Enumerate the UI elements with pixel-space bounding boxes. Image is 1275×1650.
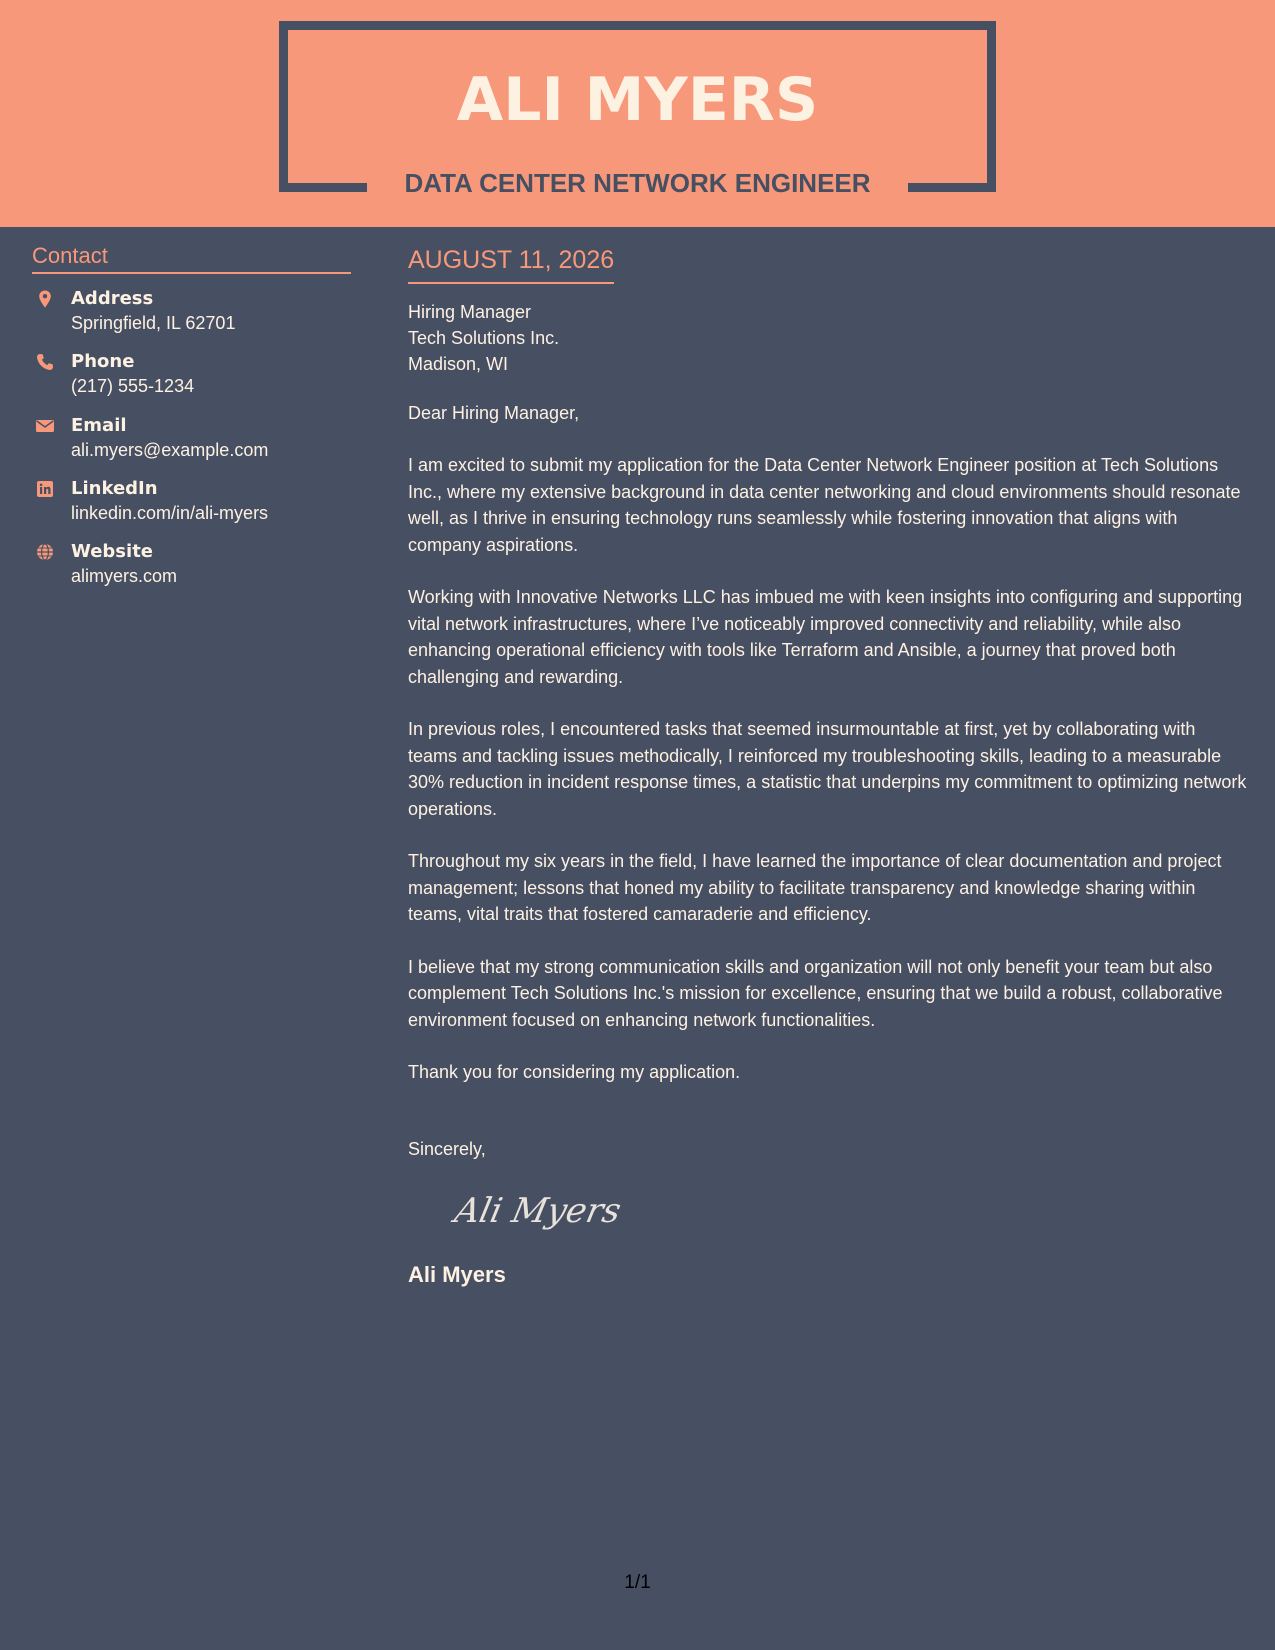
page-number: 1/1 [624, 1572, 651, 1593]
applicant-name: ALI MYERS [456, 65, 819, 135]
contact-sidebar [32, 242, 351, 586]
map-pin-icon [36, 290, 54, 308]
contact-item-website [32, 540, 177, 589]
contact-value: linkedin.com/in/ali-myers [71, 503, 269, 523]
letter-body [408, 244, 1248, 1289]
contact-value: alimyers.com [71, 566, 178, 586]
contact-item-address [32, 287, 235, 336]
contact-value: ali.myers@example.com [71, 440, 269, 460]
sign-off: Sincerely, [408, 1138, 486, 1159]
contact-label: Email [71, 415, 127, 436]
contact-label: Website [71, 541, 154, 562]
frame-bottom-right-segment [908, 183, 996, 192]
letter-paragraph: I believe that my strong communication skills and organization will not only benefit your team but also complement Tech Solutions Inc.'s mission for excellence, ensuring that we build a robust, collaborative environment focused on enhancing network functionalities. [408, 956, 1223, 1030]
frame-bottom-left-segment [279, 183, 367, 192]
letter-date: AUGUST 11, 2026 [408, 244, 614, 284]
recipient-block [408, 299, 1248, 377]
contact-label: Phone [71, 351, 135, 372]
contact-item-phone [32, 350, 194, 399]
signer-name: Ali Myers [408, 1261, 506, 1287]
job-title: DATA CENTER NETWORK ENGINEER [404, 168, 871, 198]
contact-label: Address [71, 288, 154, 309]
salutation: Dear Hiring Manager, [408, 403, 580, 423]
linkedin-icon [36, 480, 54, 498]
letter-paragraph: In previous roles, I encountered tasks that seemed insurmountable at first, yet by collaborating with teams and tackling issues methodically, I reinforced my troubleshooting skills, leading to a measurable 30% reduction in incident response times, a statistic that underpins my commitment to optimizing network operations. [408, 719, 1247, 819]
recipient-line: Tech Solutions Inc. [408, 328, 560, 348]
letter-paragraph: Thank you for considering my application. [408, 1062, 741, 1082]
letter-paragraph: Working with Innovative Networks LLC has imbued me with keen insights into configuring and supporting vital network infrastructures, where I’ve noticeably improved connectivity and reliability, while also enhancing operational efficiency with tools like Terraform and Ansible, a journey that proved both challenging and rewarding. [408, 587, 1243, 687]
letter-paragraph: I am excited to submit my application for the Data Center Network Engineer position at Tech Solutions Inc., where my extensive background in data center networking and cloud environments should resonate well, as I thrive in ensuring technology runs seamlessly while fostering innovation that aligns with company aspirations. [408, 455, 1241, 555]
header-band [0, 0, 1275, 227]
recipient-line: Madison, WI [408, 354, 509, 374]
letter-paragraph: Throughout my six years in the field, I have learned the importance of clear documentation and project management; lessons that honed my ability to facilitate transparency and knowledge sharing within teams, vital traits that fostered camaraderie and efficiency. [408, 851, 1222, 924]
globe-icon [36, 543, 54, 561]
signature-mark: Ali Myers [451, 1190, 625, 1231]
contact-item-linkedin [32, 477, 268, 526]
contact-heading: Contact [32, 242, 351, 274]
contact-value: Springfield, IL 62701 [71, 313, 236, 333]
contact-label: LinkedIn [71, 478, 158, 499]
contact-item-email [32, 414, 268, 463]
envelope-icon [36, 417, 54, 435]
phone-icon [36, 353, 54, 371]
handwritten-signature [448, 1180, 648, 1240]
contact-value: (217) 555-1234 [71, 376, 195, 396]
recipient-line: Hiring Manager [408, 302, 532, 322]
